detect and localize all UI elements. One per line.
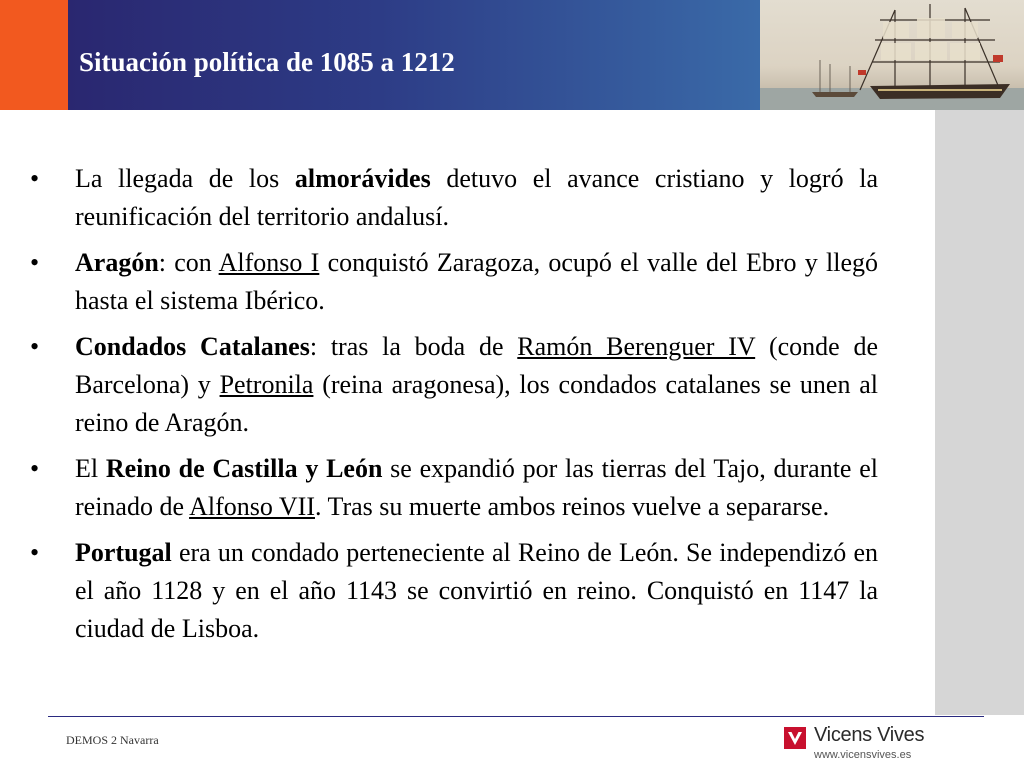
bullet-text: : tras la boda de (309, 332, 518, 361)
bullet-text: : con (158, 248, 219, 277)
ships-illustration (760, 0, 1024, 110)
vicens-vives-logo (784, 724, 934, 765)
bullet-text: . Tras su muerte ambos reinos vuelve a separarse. (314, 492, 830, 521)
bullet-item (30, 244, 878, 320)
brand-v-icon (784, 727, 806, 749)
bullet-item (30, 534, 878, 648)
bullet-text: La llegada de los (75, 164, 295, 193)
bullet-bold-term: almorávides (294, 164, 431, 193)
bullet-bold-term: Reino de Castilla y León (105, 454, 383, 483)
bullet-text: (reina aragonesa), los condados catalanes se unen al reino de Aragón. (75, 370, 878, 437)
bullet-text: se expandió por las tierras del Tajo, durante el reinado de (75, 454, 878, 521)
bullet-link[interactable]: Petronila (219, 370, 314, 399)
bullet-bold-term: Portugal (75, 538, 172, 567)
bullet-link[interactable]: Alfonso VII (189, 492, 315, 521)
bullet-item (30, 160, 878, 236)
bullet-text: conquistó Zaragoza, ocupó el valle del Ebro y llegó hasta el sistema Ibérico. (75, 248, 878, 315)
right-side-bar (935, 110, 1024, 715)
bullet-item (30, 450, 878, 526)
slide-title: Situación política de 1085 a 1212 (79, 47, 455, 77)
brand-url: www.vicensvives.es (814, 749, 912, 761)
bullet-bold-term: Condados Catalanes (75, 332, 310, 361)
bullet-link[interactable]: Ramón Berenguer IV (517, 332, 756, 361)
title-bar (68, 0, 760, 110)
bullet-text: era un condado perteneciente al Reino de León. Se independizó en el año 1128 y en el año 1143 se convirtió en reino. Conquistó en 1147 la ciudad de Lisboa. (75, 538, 878, 643)
brand-name: Vicens Vives (814, 724, 925, 746)
bullet-bold-term: Aragón (75, 248, 159, 277)
bullet-text: El (75, 454, 106, 483)
ships-painting-image (760, 0, 1024, 110)
bullet-link[interactable]: Alfonso I (218, 248, 320, 277)
orange-accent-block (0, 0, 68, 110)
bullet-item (30, 328, 878, 442)
footer-course-label: DEMOS 2 Navarra (66, 733, 159, 747)
bullet-text: (conde de Barcelona) y (75, 332, 878, 399)
footer-divider (48, 716, 984, 717)
bullet-text: detuvo el avance cristiano y logró la reunificación del territorio andalusí. (75, 164, 878, 231)
bullet-list (30, 160, 878, 656)
